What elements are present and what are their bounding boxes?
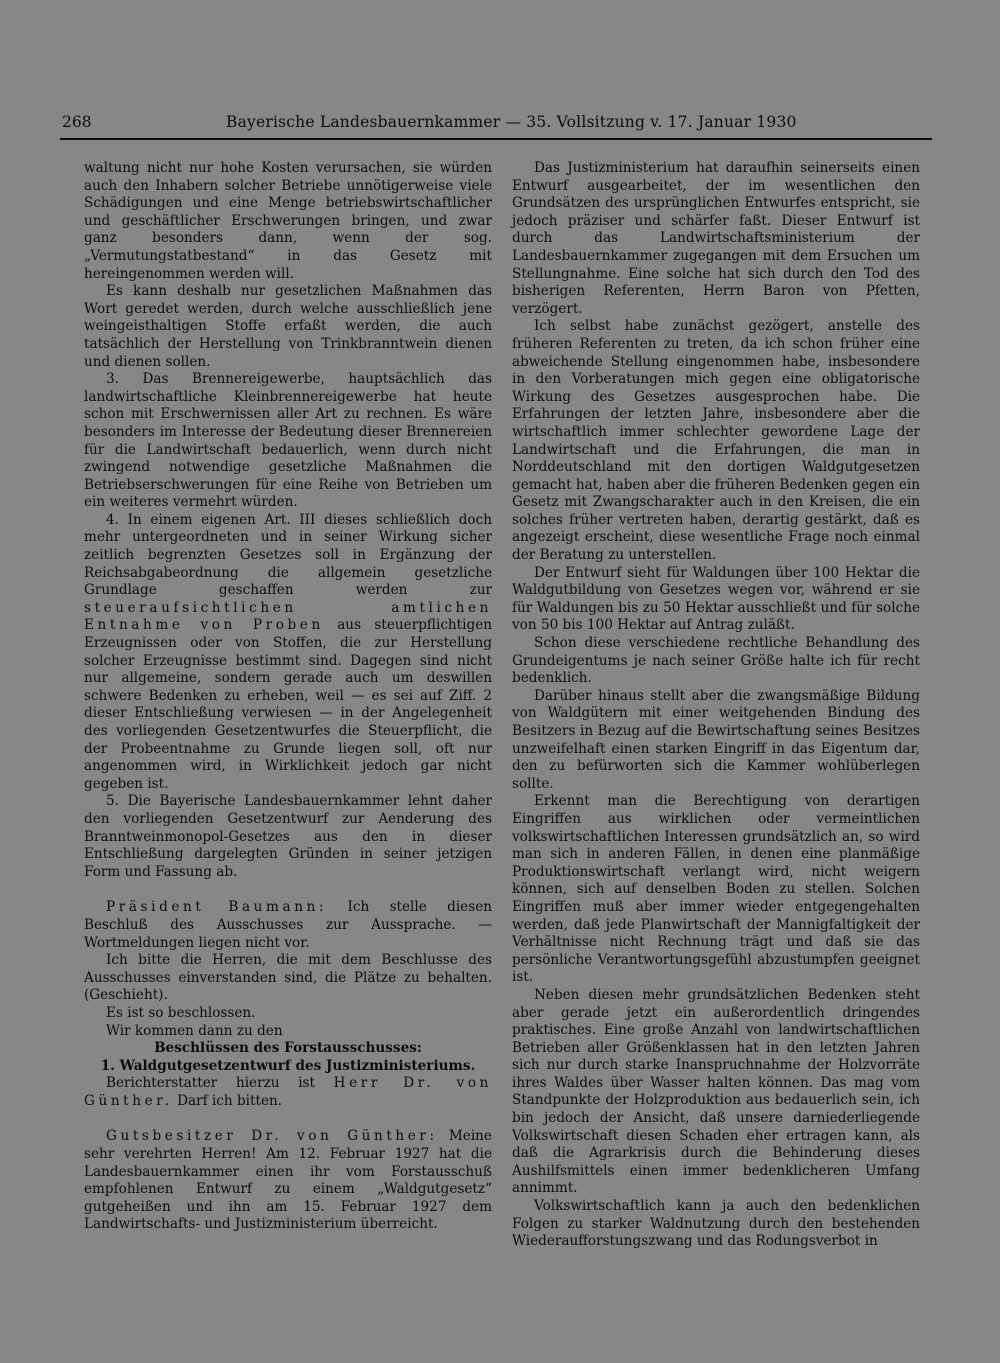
speaker-paragraph	[84, 1128, 492, 1234]
paragraph: Es ist so beschlossen.	[106, 1004, 256, 1021]
right-column	[512, 160, 920, 1251]
left-column	[84, 160, 492, 1234]
paragraph: Volkswirtschaftlich kann ja auch den bedenklichen Folgen zu starker Waldnutzung durch den bestehenden Wiederaufforstungszwang und das Rodungsverbot in	[512, 1198, 920, 1250]
paragraph-text: Meine sehr verehrten Herren! Am 12. Februar 1927 hat die Landesbauernkammer einen ihr vom Forstausschuß empfohlenen Entwurf zu einem „Waldgutgesetz“ gutgeheißen und ihn am 15. Februar 1927 dem Landwirtschafts- und Justizministerium überreicht.	[84, 1128, 492, 1233]
paragraph: Schon diese verschiedene rechtliche Behandlung des Grundeigentums je nach seiner Größe halte ich für recht bedenklich.	[512, 635, 920, 687]
paragraph-text: 4. In einem eigenen Art. III dieses schließlich doch mehr untergeordneten und in seiner Wirkung sicher zeitlich begrenzten Gesetzes soll in Ergänzung der Reichsabgabeordnung die allgemein gesetzliche Grundlage geschaffen werden zur	[84, 511, 492, 599]
paragraph-text: Darf ich bitten.	[177, 1092, 283, 1109]
paragraph: Erkennt man die Berechtigung von derartigen Eingriffen aus wirklichen oder vermeintlichen volkswirtschaftlichen Interessen grundsätzlich an, so wird man sich in anderen Fällen, in denen eine planmäßige Produktionswirtschaft verlangt wird, nicht weigern können, sich auf denselben Boden zu stellen. Solchen Eingriffen muß aber immer wieder entgegengehalten werden, daß jede Planwirtschaft der Mannigfaltigkeit der Verhältnisse nicht Rechnung trägt und daß sie das persönliche Verantwortungsgefühl abzustumpfen geeignet ist.	[512, 793, 920, 986]
speaker-paragraph	[84, 899, 492, 952]
paragraph: Ich selbst habe zunächst gezögert, anstelle des früheren Referenten zu treten, da ich schon früher eine abweichende Stellung eingenommen habe, insbesondere in den Vorberatungen mich gegen eine obligatorische Wirkung des Gesetzes ausgesprochen habe. Die Erfahrungen der letzten Jahre, insbesondere aber die wirtschaftlich immer schlechter gewordene Lage der Landwirtschaft und die Erfahrungen, die man in Norddeutschland mit den dortigen Waldgutgesetzen gemacht hat, haben aber die früheren Bedenken gegen ein Gesetz mit Zwangscharakter auch in den Kreisen, die ein solches früher vertreten haben, derartig gestärkt, daß es angezeigt erscheint, diese wesentliche Frage noch einmal der Beratung zu unterstellen.	[512, 318, 920, 564]
header-rule	[60, 138, 932, 140]
spaced-emphasis: Herr Dr. von Günther.	[84, 1075, 492, 1109]
paragraph: Es kann deshalb nur gesetzlichen Maßnahmen das Wort geredet werden, durch welche ausschließlich jene weingeisthaltigen Stoffe erfaßt werden, die auch tatsächlich der Herstellung von Trinkbranntwein dienen und dienen sollen.	[84, 283, 492, 370]
paragraph: Darüber hinaus stellt aber die zwangsmäßige Bildung von Waldgütern mit einer weitgehenden Bindung des Besitzers in Bezug auf die Bewirtschaftung seines Besitzes unzweifelhaft einen starken Eingriff in das Eigentum dar, den zu befürworten sich die Kammer wohlüberlegen sollte.	[512, 687, 920, 792]
paragraph	[84, 1075, 492, 1110]
paragraph: Das Justizministerium hat daraufhin seinerseits einen Entwurf ausgearbeitet, der im wesentlichen den Grundsätzen des ursprünglichen Entwurfes entspricht, sie jedoch präziser und schärfer faßt. Dieser Entwurf ist durch das Landwirtschaftsministerium der Landesbauernkammer zugegangen mit dem Ersuchen um Stellungnahme. Eine solche hat sich durch den Tod des bisherigen Referenten, Herrn Baron von Pfetten, verzögert.	[512, 160, 920, 317]
paragraph: 3. Das Brennereigewerbe, hauptsächlich das landwirtschaftliche Kleinbrennereigewerbe hat heute schon mit Erschwernissen aller Art zu rechnen. Es wäre besonders im Interesse der Bedeutung dieser Brennereien für die Landwirtschaft bedauerlich, wenn durch nicht zwingend notwendige gesetzliche Maßnahmen die Betriebserschwerungen für eine Reihe von Betrieben um ein weiteres vermehrt würden.	[84, 371, 492, 511]
paragraph-text: Berichterstatter hierzu ist	[106, 1075, 315, 1092]
paragraph: Neben diesen mehr grundsätzlichen Bedenken steht aber gerade jetzt ein außerordentlich dringendes praktisches. Eine große Anzahl von landwirtschaftlichen Betrieben aller Größenklassen hat in den letzten Jahren sich nur durch starke Inanspruchnahme der Holzvorräte ihres Waldes über Wasser halten können. Das mag vom Standpunkte der Holzproduktion aus bedauerlich sein, ich bin jedoch der Ansicht, daß unsere darniederliegende Volkswirtschaft diesen Schaden eher ertragen kann, als daß die Agrarkrisis durch die Behinderung dieses Aushilfsmittels einen immer bedenklicheren Umfang annimmt.	[512, 986, 920, 1197]
paragraph-text: Ich stelle diesen Beschluß des Ausschusses zur Aussprache. — Wortmeldungen liegen nicht vor.	[84, 899, 493, 951]
paragraph: waltung nicht nur hohe Kosten verursachen, sie würden auch den Inhabern solcher Betriebe unnötigerweise viele Schädigungen und eine Menge betriebswirtschaftlicher und geschäftlicher Erschwerungen bringen, und zwar ganz besonders dann, wenn der sog. „Vermutungstatbestand“ in das Gesetz mit hereingenommen werden will.	[84, 160, 492, 282]
running-header	[62, 113, 932, 139]
paragraph-text: aus steuerpflichtigen Erzeugnissen oder von Stoffen, die zur Herstellung solcher Erzeugnisse bestimmt sind. Dagegen sind nicht nur allgemeine, sondern gerade auch um deswillen schwere Bedenken zu erheben, weil — es sei auf Ziff. 2 dieser Entschließung verwiesen — in der Angelegenheit des vorliegenden Gesetzentwurfes die Steuerpflicht, die der Probeentnahme zu Grunde liegen soll, oft nur angenommen wird, in Wirklichkeit jedoch gar nicht gegeben ist.	[84, 617, 492, 792]
spaced-emphasis: steueraufsichtlichen amtlichen Entnahme von Proben	[84, 599, 492, 634]
speaker-name: Präsident Baumann:	[106, 899, 328, 916]
paragraph	[84, 512, 492, 794]
page-number: 268	[62, 113, 92, 131]
paragraph: Wir kommen dann zu den	[106, 1022, 283, 1039]
paragraph: Ich bitte die Herren, die mit dem Beschlusse des Ausschusses einverstanden sind, die Plätze zu behalten. (Geschieht).	[84, 952, 492, 1004]
speaker-name: Gutsbesitzer Dr. von Günther:	[106, 1128, 438, 1145]
header-title: Bayerische Landesbauernkammer — 35. Vollsitzung v. 17. Januar 1930	[226, 113, 797, 131]
paragraph: Der Entwurf sieht für Waldungen über 100 Hektar die Waldgutbildung von Gesetzes wegen vor, während er sie für Waldungen bis zu 50 Hektar ausschließt und für solche von 50 bis 100 Hektar auf Antrag zuläßt.	[512, 564, 920, 634]
section-heading: Beschlüssen des Forstausschusses:	[154, 1040, 422, 1057]
paragraph: 5. Die Bayerische Landesbauernkammer lehnt daher den vorliegenden Gesetzentwurf zur Aenderung des Branntweinmonopol-Gesetzes aus den in dieser Entschließung dargelegten Gründen in seiner jetzigen Form und Fassung ab.	[84, 793, 492, 880]
subsection-heading: 1. Waldgutgesetzentwurf des Justizministeriums.	[100, 1057, 476, 1074]
